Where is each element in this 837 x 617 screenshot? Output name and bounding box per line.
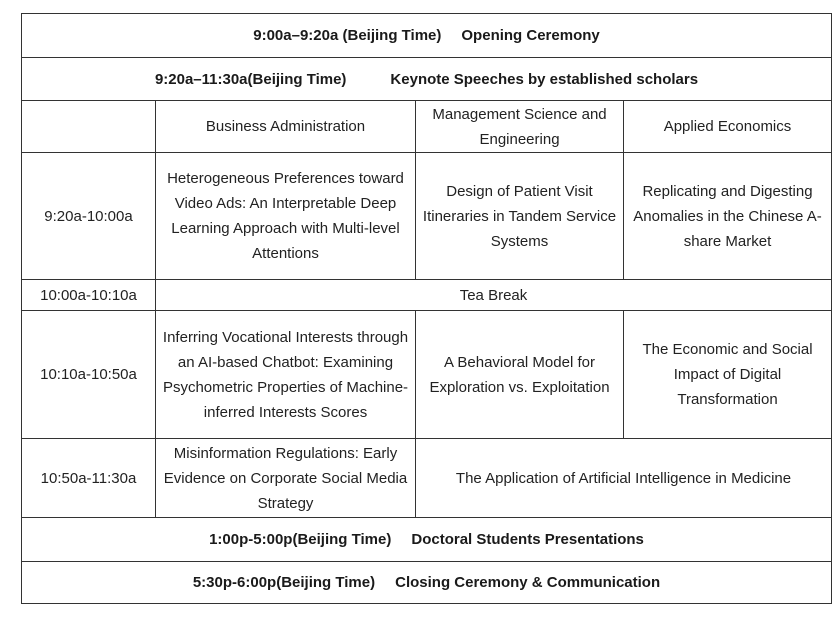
opening-row — [22, 14, 832, 58]
closing-title: Closing Ceremony & Communication — [395, 574, 661, 591]
doctoral-cell — [22, 518, 832, 562]
opening-cell — [22, 14, 832, 58]
keynote-cell — [22, 58, 832, 101]
tea-break-cell: Tea Break — [156, 280, 832, 311]
session-time: 10:50a-11:30a — [22, 439, 156, 518]
opening-time: 9:00a–9:20a (Beijing Time) — [253, 27, 442, 44]
session-business-talk: Heterogeneous Preferences toward Video Ads: An Interpretable Deep Learning Approach with Multi-level Attentions — [156, 153, 416, 280]
tea-break-row — [22, 280, 832, 311]
session-row — [22, 439, 832, 518]
keynote-title: Keynote Speeches by established scholars — [390, 70, 699, 88]
session-merged-talk: The Application of Artificial Intelligence in Medicine — [416, 439, 832, 518]
closing-row — [22, 562, 832, 604]
doctoral-title: Doctoral Students Presentations — [411, 531, 644, 548]
session-time: 9:20a-10:00a — [22, 153, 156, 280]
session-business-talk: Misinformation Regulations: Early Evidence on Corporate Social Media Strategy — [156, 439, 416, 518]
session-economics-talk: Replicating and Digesting Anomalies in the Chinese A-share Market — [624, 153, 832, 280]
session-time: 10:10a-10:50a — [22, 311, 156, 439]
header-empty-cell — [22, 101, 156, 153]
header-economics: Applied Economics — [624, 101, 832, 153]
session-business-talk: Inferring Vocational Interests through an AI-based Chatbot: Examining Psychometric Properties of Machine-inferred Interests Scores — [156, 311, 416, 439]
conference-schedule-table — [21, 13, 832, 604]
header-management: Management Science and Engineering — [416, 101, 624, 153]
closing-cell — [22, 562, 832, 604]
header-business: Business Administration — [156, 101, 416, 153]
closing-time: 5:30p-6:00p(Beijing Time) — [192, 574, 376, 591]
session-row — [22, 153, 832, 280]
doctoral-time: 1:00p-5:00p(Beijing Time) — [209, 531, 392, 548]
keynote-row — [22, 58, 832, 101]
keynote-time: 9:20a–11:30a(Beijing Time) — [154, 70, 347, 88]
session-row — [22, 311, 832, 439]
opening-title: Opening Ceremony — [461, 27, 600, 44]
session-economics-talk: The Economic and Social Impact of Digital Transformation — [624, 311, 832, 439]
session-management-talk: Design of Patient Visit Itineraries in Tandem Service Systems — [416, 153, 624, 280]
session-time: 10:00a-10:10a — [22, 280, 156, 311]
column-header-row — [22, 101, 832, 153]
session-management-talk: A Behavioral Model for Exploration vs. Exploitation — [416, 311, 624, 439]
doctoral-row — [22, 518, 832, 562]
